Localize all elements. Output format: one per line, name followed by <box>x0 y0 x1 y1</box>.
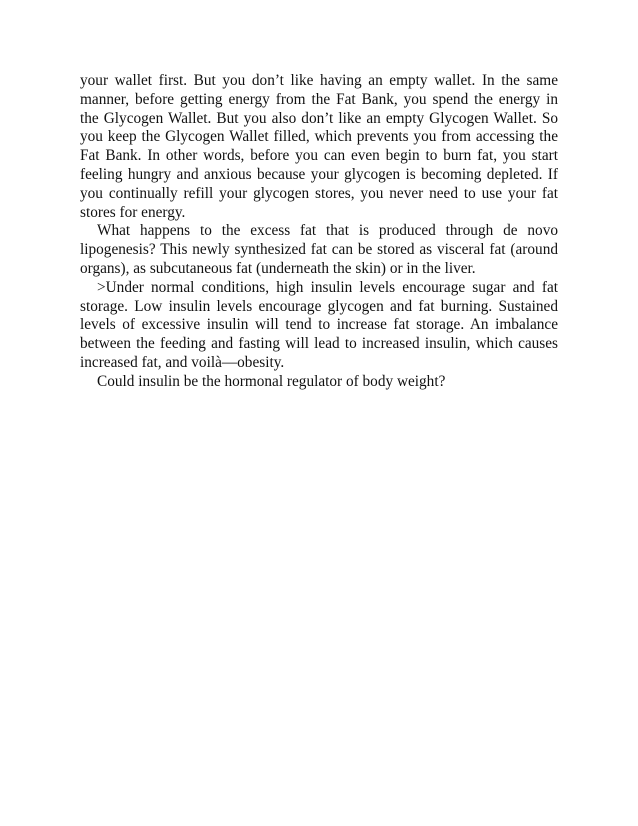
text-line: your wallet first. But you don’t like having an empty wallet. In the same <box>80 72 558 89</box>
text-line: >Under normal conditions, high insulin levels encourage sugar and fat <box>97 278 558 296</box>
text-line: levels of excessive insulin will tend to increase fat storage. An imbalance <box>80 316 558 334</box>
text-line: organs), as subcutaneous fat (underneath the skin) or in the liver. <box>80 259 476 277</box>
text-line: Fat Bank. In other words, before you can even begin to burn fat, you start <box>80 147 558 165</box>
text-line: increased fat, and voilà—obesity. <box>80 353 285 371</box>
text-line: What happens to the excess fat that is produced through de novo <box>97 222 558 240</box>
text-line: between the feeding and fasting will lead to increased insulin, which causes <box>80 335 558 353</box>
text-line: manner, before getting energy from the Fat Bank, you spend the energy in <box>80 90 558 108</box>
text-line: lipogenesis? This newly synthesized fat can be stored as visceral fat (around <box>80 241 558 259</box>
body-text <box>80 72 558 392</box>
text-line: Could insulin be the hormonal regulator of body weight? <box>97 372 446 390</box>
text-line: you keep the Glycogen Wallet filled, which prevents you from accessing the <box>80 128 558 146</box>
text-line: the Glycogen Wallet. But you also don’t like an empty Glycogen Wallet. So <box>80 109 558 127</box>
text-line: feeling hungry and anxious because your glycogen is becoming depleted. If <box>80 165 558 183</box>
text-line: storage. Low insulin levels encourage glycogen and fat burning. Sustained <box>80 297 558 315</box>
text-line: stores for energy. <box>80 203 186 221</box>
text-line: you continually refill your glycogen stores, you never need to use your fat <box>80 184 558 202</box>
